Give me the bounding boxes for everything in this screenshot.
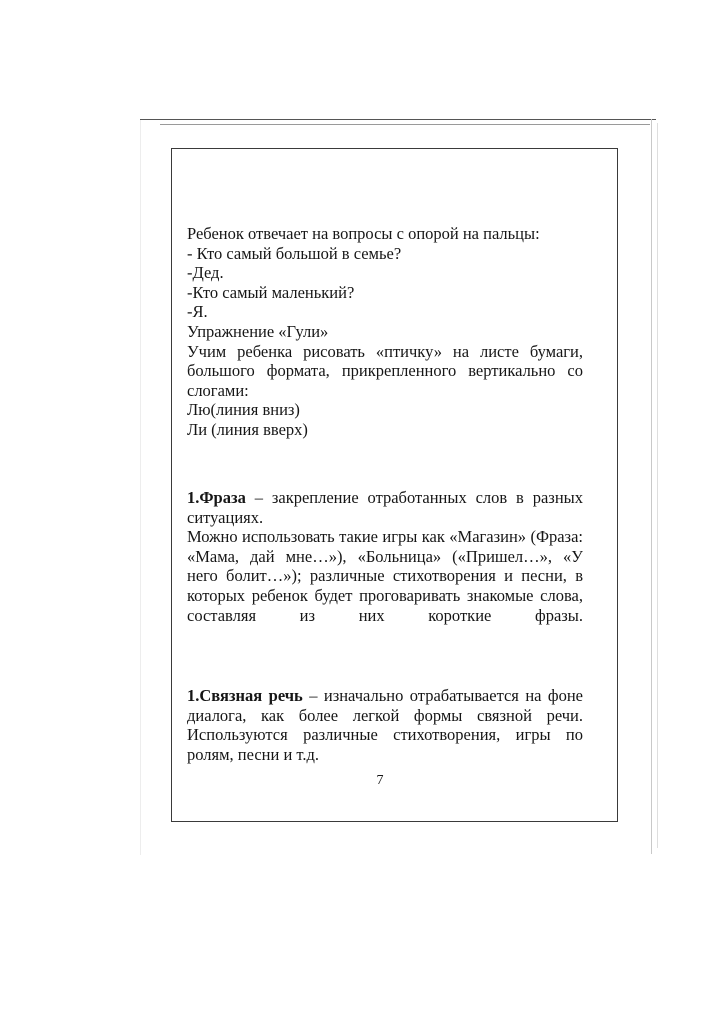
intro-line: -Я. xyxy=(187,302,208,322)
intro-line: -Дед. xyxy=(187,263,224,283)
booklet-right-edge-outer xyxy=(657,123,658,848)
speech-heading: 1.Связная речь xyxy=(187,686,303,705)
phrase-heading: 1.Фраза xyxy=(187,488,246,507)
phrase-heading-text: – закрепление отработанных слов в разных ситуациях. xyxy=(187,488,583,527)
syllable-line: Ли (линия вверх) xyxy=(187,419,308,439)
booklet-top-edge xyxy=(140,119,656,120)
exercise-description: Учим ребенка рисовать «птичку» на листе бумаги, большого формата, прикрепленного вертикально со слогами: xyxy=(187,341,583,400)
intro-line: -Кто самый маленький? xyxy=(187,282,355,302)
connected-speech-section xyxy=(187,686,583,764)
booklet-right-edge xyxy=(651,119,652,854)
phrase-heading-paragraph xyxy=(187,488,583,527)
intro-line: - Кто самый большой в семье? xyxy=(187,243,402,263)
phrase-section xyxy=(187,488,583,625)
booklet-inner-edge xyxy=(160,124,650,125)
syllable-line: Лю(линия вниз) xyxy=(187,400,300,420)
phrase-body: Можно использовать такие игры как «Магазин» (Фраза: «Мама, дай мне…»), «Больница» («Пришел…», «У него болит…»); различные стихотворения и песни, в которых ребенок будет проговаривать знакомые слова, составляя из них короткие фразы. xyxy=(187,527,583,625)
speech-paragraph xyxy=(187,686,583,764)
exercise-title: Упражнение «Гули» xyxy=(187,321,329,341)
booklet-left-edge xyxy=(140,120,141,855)
speech-heading-text: – изначально отрабатывается на фоне диалога, как более легкой формы связной речи. Используются различные стихотворения, игры по ролям, песни и т.д. xyxy=(187,686,583,764)
page-number: 7 xyxy=(376,773,384,788)
intro-block xyxy=(187,224,583,440)
intro-line: Ребенок отвечает на вопросы с опорой на пальцы: xyxy=(187,224,540,243)
